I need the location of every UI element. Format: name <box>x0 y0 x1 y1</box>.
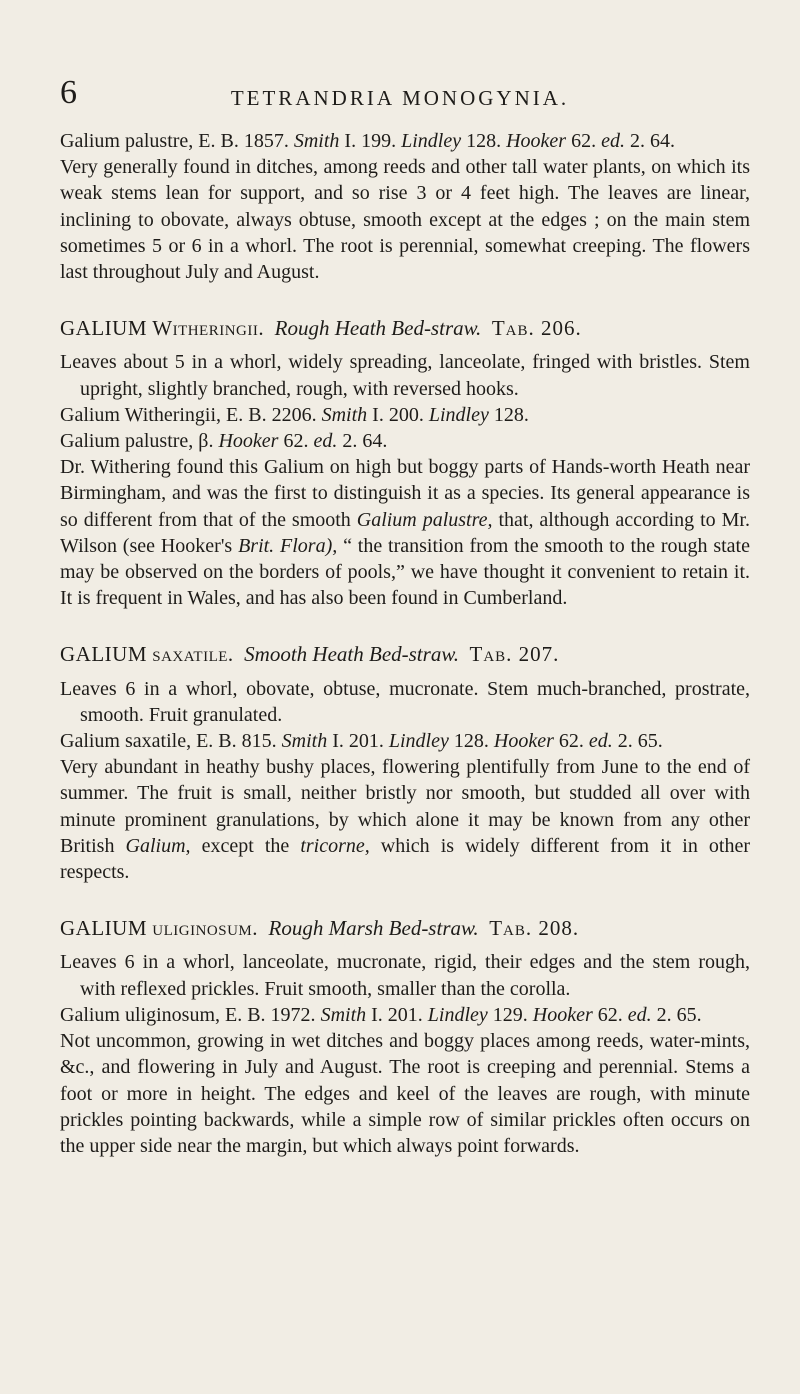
entry-genus: GALIUM <box>60 316 147 341</box>
entry-description: Leaves about 5 in a whorl, widely spreading, lanceolate, fringed with bristles. Stem upright, slightly branched, rough, with reversed hooks. <box>60 351 750 400</box>
entry-genus: GALIUM <box>60 642 147 667</box>
entry-species: Witheringii. <box>152 316 265 341</box>
entry-synonymy: Galium saxatile, E. B. 815. Smith I. 201. Lindley 128. Hooker 62. ed. 2. 65. <box>60 730 663 753</box>
entry-synonymy: Galium Witheringii, E. B. 2206. Smith I. 200. Lindley 128. <box>60 403 529 426</box>
entry-description: Leaves 6 in a whorl, obovate, obtuse, mucronate. Stem much-branched, prostrate, smooth. Fruit granulated. <box>60 677 750 726</box>
page-number: 6 <box>60 74 78 111</box>
entry-synonymy: Galium palustre, β. Hooker 62. ed. 2. 64. <box>60 430 388 453</box>
entry-tab: Tab. 207. <box>469 642 560 667</box>
entry-description: Leaves 6 in a whorl, lanceolate, mucronate, rigid, their edges and the stem rough, with reflexed prickles. Fruit smooth, smaller than the corolla. <box>60 951 750 1000</box>
running-head: TETRANDRIA MONOGYNIA. <box>230 86 570 110</box>
entry-common-name: Rough Marsh Bed-straw. <box>268 916 479 941</box>
entry-tab: Tab. 208. <box>489 916 580 941</box>
entry-body: Dr. Withering found this Galium on high but boggy parts of Hands-worth Heath near Birmingham, and was the first to distinguish it as a species. Its general appearance is so different from that of the smooth Galium palustre, that, although according to Mr. Wilson (see Hooker's Brit. Flora), “ the transition from the smooth to the rough state may be observed on the borders of pools,” we have thought it convenient to retain it. It is frequent in Wales, and has also been found in Cumberland. <box>60 456 750 610</box>
continuation-synonymy: Galium palustre, E. B. 1857. Smith I. 199. Lindley 128. Hooker 62. ed. 2. 64. <box>60 130 675 152</box>
page-header <box>60 74 740 114</box>
entry-genus: GALIUM <box>60 916 147 941</box>
entry-species: saxatile. <box>152 642 234 667</box>
entry-synonymy: Galium uliginosum, E. B. 1972. Smith I. 201. Lindley 129. Hooker 62. ed. 2. 65. <box>60 1003 702 1026</box>
entry-tab: Tab. 206. <box>491 316 582 341</box>
entry-heading <box>60 915 750 941</box>
page-text <box>60 128 750 1159</box>
entry-body: Not uncommon, growing in wet ditches and boggy places among reeds, water-mints, &c., and flowering in July and August. The root is creeping and perennial. Stems a foot or more in height. The edges and keel of the leaves are rough, with minute prickles pointing backwards, while a simple row of similar prickles often occurs on the upper side near the margin, but which always point forwards. <box>60 1030 750 1157</box>
entry-heading <box>60 641 750 667</box>
entry-heading <box>60 315 750 341</box>
entry-body: Very abundant in heathy bushy places, flowering plentifully from June to the end of summer. The fruit is small, neither bristly nor smooth, but studded all over with minute prominent granulations, by which alone it may be known from any other British Galium, except the tricorne, which is widely different from it in other respects. <box>60 756 750 884</box>
entry-common-name: Rough Heath Bed-straw. <box>274 316 482 341</box>
entry-species: uliginosum. <box>152 916 258 941</box>
entry-common-name: Smooth Heath Bed-straw. <box>244 642 460 667</box>
continuation-body: Very generally found in ditches, among reeds and other tall water plants, on which its weak stems lean for support, and so rise 3 or 4 feet high. The leaves are linear, inclining to obovate, always obtuse, smooth except at the edges ; on the main stem sometimes 5 or 6 in a whorl. The root is perennial, somewhat creeping. The flowers last throughout July and August. <box>60 156 750 284</box>
